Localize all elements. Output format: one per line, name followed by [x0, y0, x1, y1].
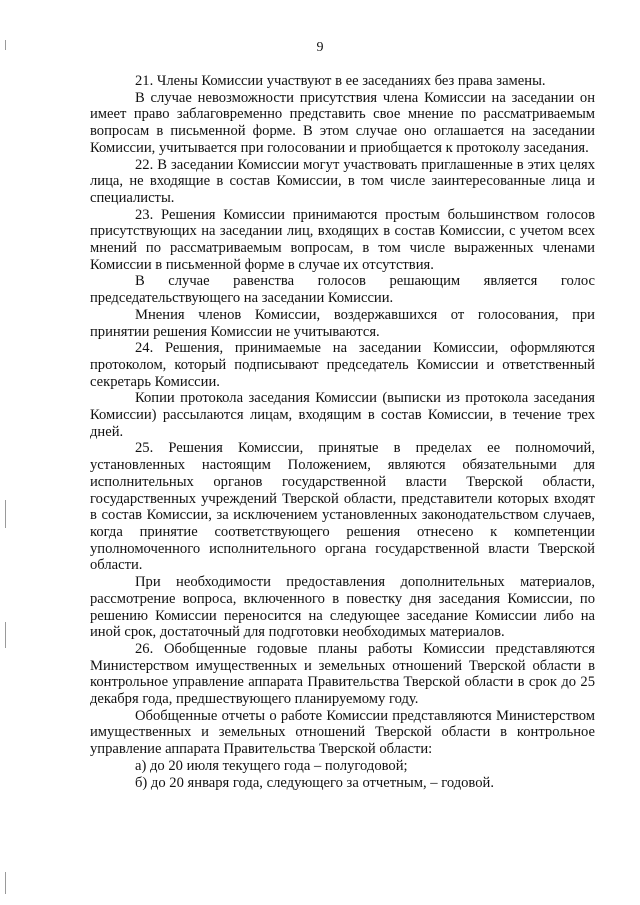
paragraph: 24. Решения, принимаемые на заседании Комиссии, оформляются протоколом, который подписывают председатель Комиссии и ответственный секретарь Комиссии.: [90, 340, 595, 390]
scan-edge-mark: [5, 622, 6, 648]
paragraph: Копии протокола заседания Комиссии (выписки из протокола заседания Комиссии) рассылаются лицам, входящим в состав Комиссии, в течение трех дней.: [90, 390, 595, 440]
paragraph: 21. Члены Комиссии участвуют в ее заседаниях без права замены.: [135, 73, 546, 89]
document-body: [90, 73, 595, 791]
list-item: а) до 20 июля текущего года – полугодовой;: [135, 757, 408, 774]
paragraph: 25. Решения Комиссии, принятые в пределах ее полномочий, установленных настоящим Положением, являются обязательными для исполнительных органов государственной власти Тверской области, государственных учреждений Тверской области, представители которых входят в состав Комиссии, за исключением установленных законодательством случаев, когда принятие соответствующего решения отнесено к компетенции уполномоченного исполнительного органа государственной власти Тверской области.: [90, 440, 595, 574]
list-item: б) до 20 января года, следующего за отчетным, – годовой.: [135, 774, 494, 791]
paragraph: 26. Обобщенные годовые планы работы Комиссии представляются Министерством имущественных и земельных отношений Тверской области в контрольное управление аппарата Правительства Тверской области в срок до 25 декабря года, предшествующего планируемому году.: [90, 640, 595, 708]
scan-edge-mark: [5, 500, 6, 528]
paragraph: В случае равенства голосов решающим является голос председательствующего на заседании Комиссии.: [90, 273, 595, 307]
paragraph: В случае невозможности присутствия члена Комиссии на заседании он имеет право заблаговременно представить свое мнение по рассматриваемым вопросам в письменной форме. В этом случае оно оглашается на заседании Комиссии, учитывается при голосовании и приобщается к протоколу заседания.: [90, 89, 595, 156]
paragraph: Мнения членов Комиссии, воздержавшихся от голосования, при принятии решения Комиссии не учитываются.: [90, 306, 595, 340]
page-number: 9: [316, 40, 324, 55]
paragraph: 22. В заседании Комиссии могут участвовать приглашенные в этих целях лица, не входящие в состав Комиссии, в том числе заинтересованные лица и специалисты.: [90, 156, 595, 206]
paragraph: 23. Решения Комиссии принимаются простым большинством голосов присутствующих на заседании лиц, входящих в состав Комиссии, с учетом всех мнений по рассматриваемым вопросам, в том числе выраженных членами Комиссии в письменной форме в случае их отсутствия.: [90, 206, 595, 273]
scan-edge-mark: [5, 872, 6, 894]
paragraph: Обобщенные отчеты о работе Комиссии представляются Министерством имущественных и земельных отношений Тверской области в контрольное управление аппарата Правительства Тверской области:: [90, 707, 595, 758]
paragraph: При необходимости предоставления дополнительных материалов, рассмотрение вопроса, включенного в повестку дня заседания Комиссии, по решению Комиссии переносится на следующее заседание Комиссии либо на иной срок, достаточный для подготовки необходимых материалов.: [90, 574, 595, 641]
